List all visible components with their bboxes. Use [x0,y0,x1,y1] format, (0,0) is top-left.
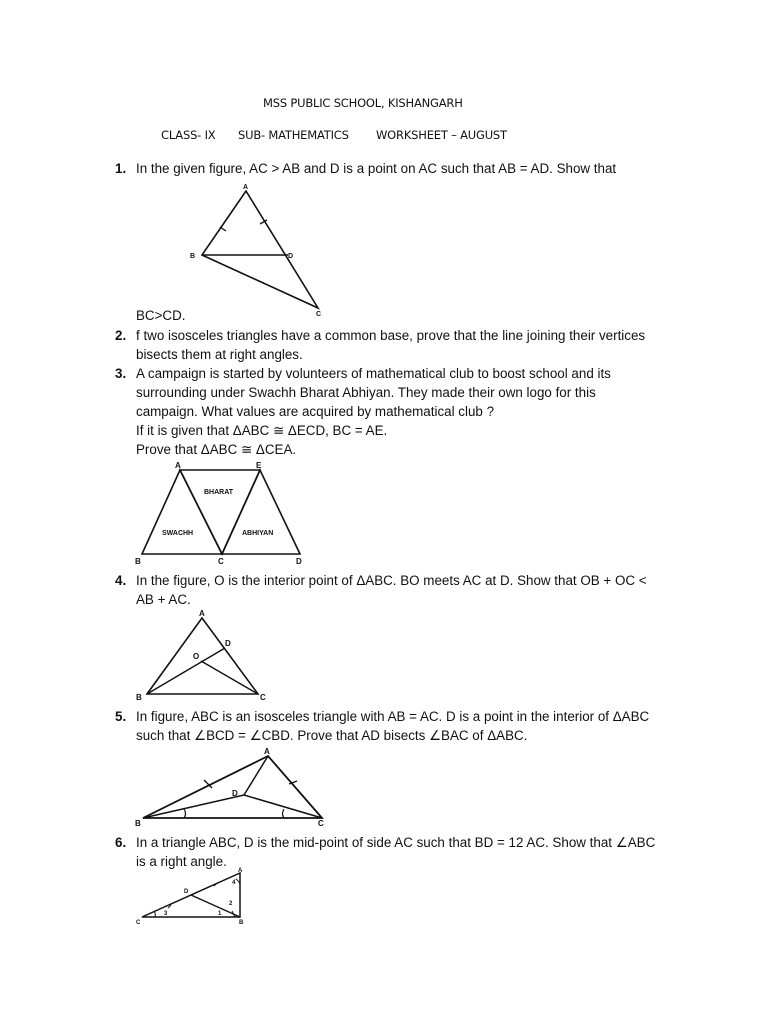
angle-label-1: 1 [218,911,222,917]
figure-q5-triangle [134,748,334,828]
logo-word-bharat: BHARAT [204,489,234,496]
vertex-label-c: C [260,693,266,702]
vertex-label-d: D [184,889,189,895]
question-line: surrounding under Swachh Bharat Abhiyan. They made their own logo for this [136,385,596,400]
vertex-label-d: D [225,639,231,648]
question-number: 3. [115,366,127,381]
figure-q1-triangle [185,182,335,317]
question-number: 1. [115,161,127,176]
vertex-label-o: O [193,652,200,661]
angle-label-4: 4 [232,880,236,886]
vertex-label-a: A [264,747,270,756]
question-line: If it is given that ΔABC ≅ ΔECD, BC = AE. [136,423,388,438]
subject-label: SUB- MATHEMATICS [238,128,349,142]
vertex-label-d: D [296,557,302,566]
vertex-label-b: B [239,920,244,926]
vertex-label-c: C [316,311,322,318]
question-line: such that ∠BCD = ∠CBD. Prove that AD bisects ∠BAC of ΔABC. [136,728,528,743]
angle-label-2: 2 [229,901,233,907]
figure-q6-triangle [134,867,254,927]
vertex-label-a: A [243,184,249,191]
vertex-label-c: C [318,819,324,828]
question-line: In a triangle ABC, D is the mid-point of side AC such that BD = 12 AC. Show that ∠ABC [136,835,656,850]
question-line: In the figure, O is the interior point of ΔABC. BO meets AC at D. Show that OB + OC < [136,573,647,588]
question-line: is a right angle. [136,854,227,869]
vertex-label-b: B [190,253,196,260]
vertex-label-d: D [288,253,294,260]
question-line: campaign. What values are acquired by mathematical club ? [136,404,495,419]
question-line: A campaign is started by volunteers of mathematical club to boost school and its [136,366,611,381]
vertex-label-b: B [135,557,141,566]
question-number: 4. [115,573,127,588]
figure-q3-logo [134,460,314,570]
question-line: f two isosceles triangles have a common base, prove that the line joining their vertices [136,328,646,343]
vertex-label-c: C [136,920,141,926]
worksheet-label: WORKSHEET – AUGUST [376,128,507,142]
logo-word-abhiyan: ABHIYAN [242,530,274,537]
logo-word-swachh: SWACHH [162,530,194,537]
vertex-label-a: A [238,868,243,874]
vertex-label-b: B [136,693,142,702]
vertex-label-c: C [218,557,224,566]
question-line: BC>CD. [136,308,186,323]
question-line: AB + AC. [136,592,191,607]
question-line: In the given figure, AC > AB and D is a point on AC such that AB = AD. Show that [136,161,617,176]
question-number: 6. [115,835,127,850]
vertex-label-d: D [232,789,238,798]
school-title: MSS PUBLIC SCHOOL, KISHANGARH [263,96,463,110]
question-number: 2. [115,328,127,343]
question-line: In figure, ABC is an isosceles triangle with AB = AC. D is a point in the interior of ΔABC [136,709,650,724]
angle-label-3: 3 [164,911,168,917]
figure-q4-triangle [134,608,274,703]
vertex-label-e: E [256,461,262,470]
vertex-label-a: A [175,461,181,470]
question-line: bisects them at right angles. [136,347,303,362]
class-label: CLASS- IX [161,128,216,142]
question-number: 5. [115,709,127,724]
vertex-label-b: B [135,819,141,828]
question-line: Prove that ΔABC ≅ ΔCEA. [136,442,297,457]
vertex-label-a: A [199,609,205,618]
